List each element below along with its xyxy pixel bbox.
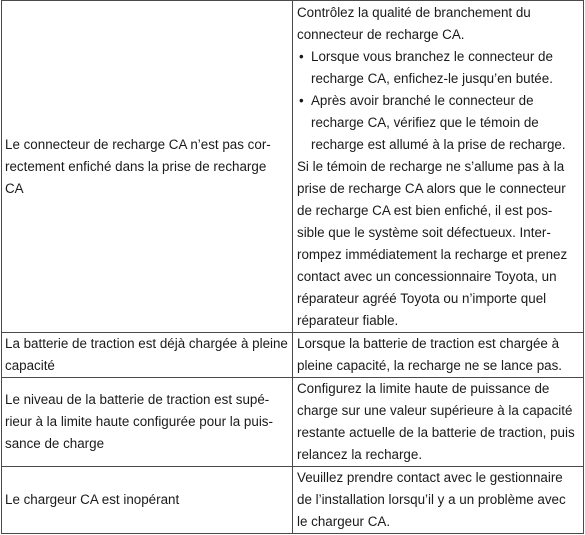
remedy-intro: Contrôlez la qualité de branchement du connecteur de recharge CA. [297, 5, 531, 42]
cause-text: Le connecteur de recharge CA n’est pas cor-rectement enfiché dans la prise de recharge CA [5, 136, 271, 196]
remedy-text: Veuillez prendre contact avec le gestionnaire de l’installation lorsqu’il y a un problème avec le chargeur CA. [297, 470, 566, 529]
cause-cell [2, 378, 293, 467]
bullet-text: Lorsque vous branchez le connecteur de recharge CA, enfichez-le jusqu’en butée. [311, 49, 553, 86]
table-row [2, 1, 584, 333]
list-item [297, 90, 579, 156]
list-item [297, 46, 579, 90]
table-row [2, 378, 584, 467]
table-row [2, 333, 584, 378]
cause-text: Le chargeur CA est inopérant [5, 492, 180, 507]
bullet-text: Après avoir branché le connecteur de recharge CA, vérifiez que le témoin de recharge est allumé à la prise de recharge. [311, 93, 566, 152]
remedy-cell [293, 1, 584, 333]
cause-text: La batterie de traction est déjà chargée à pleine capacité [5, 336, 288, 373]
troubleshooting-table [1, 0, 584, 534]
remedy-cell [293, 378, 584, 467]
remedy-cell [293, 467, 584, 534]
remedy-bullet-list [297, 46, 579, 156]
table-row [2, 467, 584, 534]
remedy-text: Configurez la limite haute de puissance de charge sur une valeur supérieure à la capacité restante actuelle de la batterie de traction, puis relancez la recharge. [297, 381, 575, 462]
remedy-cell [293, 333, 584, 378]
cause-text: Le niveau de la batterie de traction est supé-rieur à la limite haute configurée pour la puis-sance de charge [5, 392, 273, 451]
remedy-text: Lorsque la batterie de traction est chargée à pleine capacité, la recharge ne se lance pas. [297, 336, 563, 373]
cause-cell [2, 1, 293, 333]
bullet-icon: • [299, 49, 304, 64]
bullet-icon: • [299, 93, 304, 108]
remedy-note: Si le témoin de recharge ne s’allume pas à la prise de recharge CA alors que le connecteur de recharge CA est bien enfiché, il est pos-sible que le système soit défectueux. Inter-rompez immédiatement la recharge et prenez contact avec un concessionnaire Toyota, un réparateur agréé Toyota ou n’importe quel réparateur fiable. [297, 159, 568, 328]
cause-cell [2, 467, 293, 534]
cause-cell [2, 333, 293, 378]
